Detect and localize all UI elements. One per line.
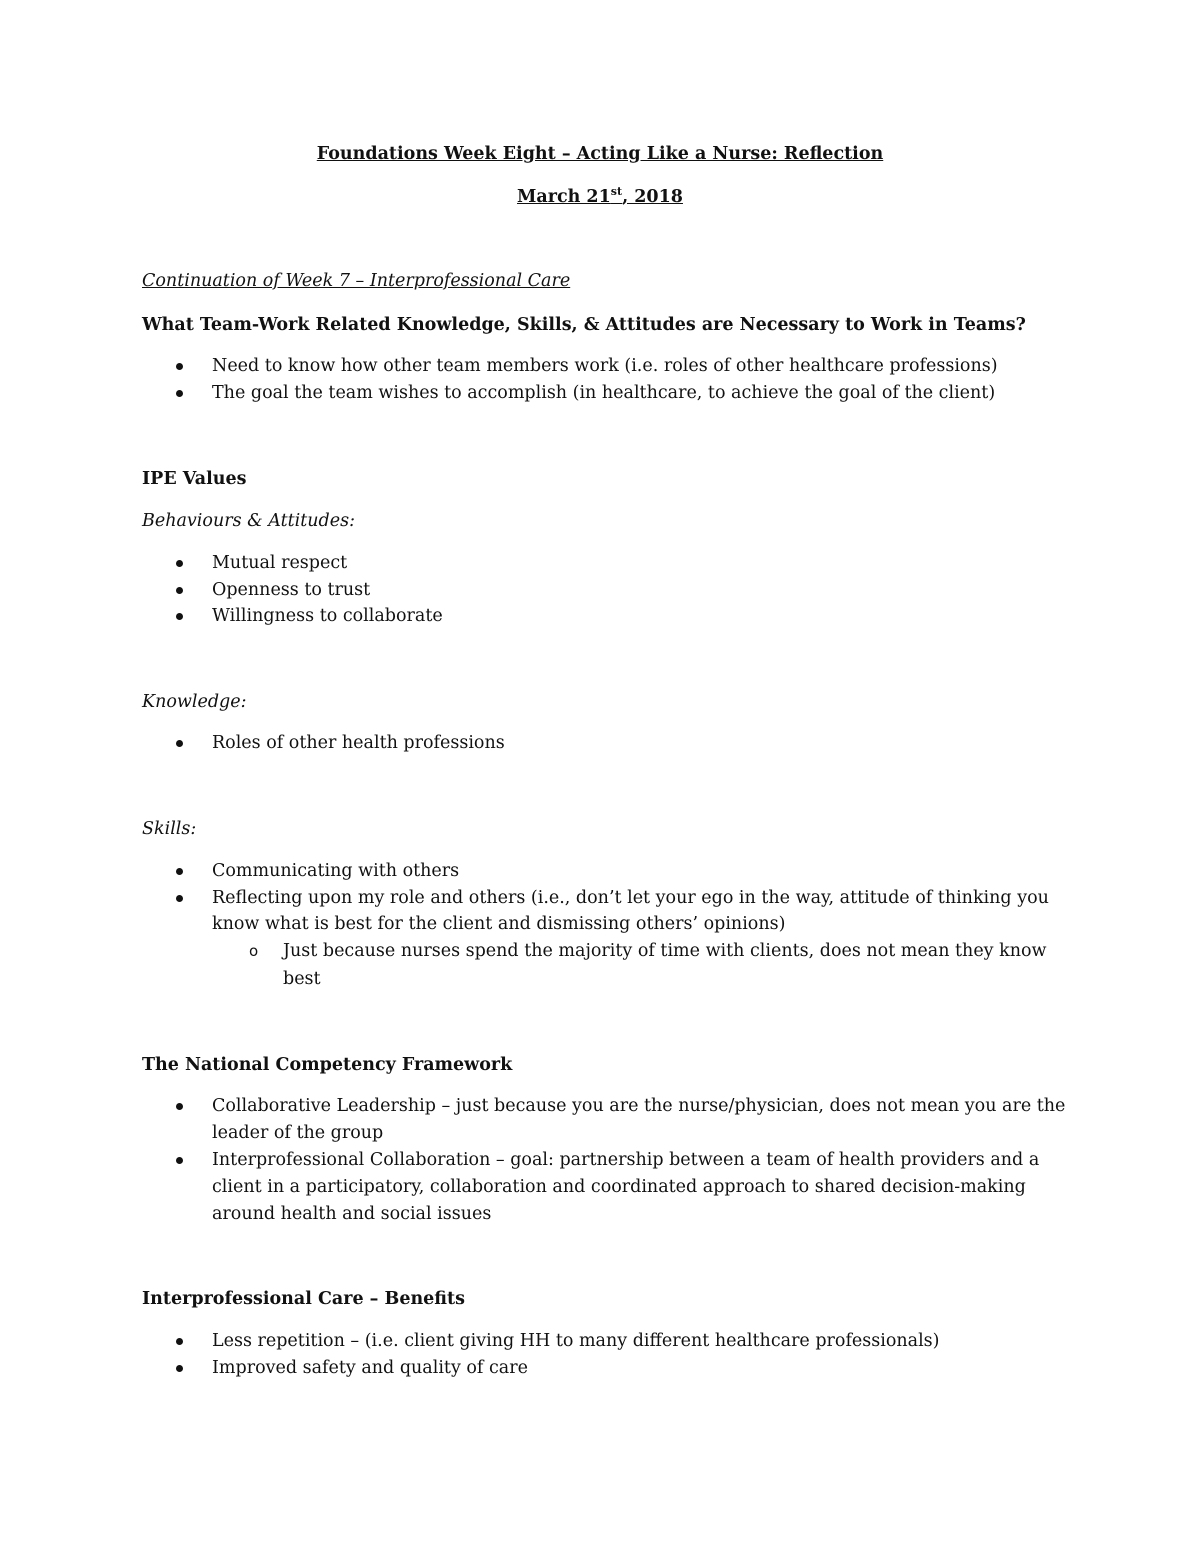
ipe-values-heading: IPE Values bbox=[142, 469, 247, 489]
list-item: Need to know how other team members work (i.e. roles of other healthcare professions) bbox=[212, 356, 998, 376]
list-item: Willingness to collaborate bbox=[212, 606, 443, 626]
list-item-continuation: around health and social issues bbox=[212, 1204, 492, 1224]
sub-list-item: Just because nurses spend the majority of time with clients, does not mean they know bbox=[283, 941, 1047, 961]
knowledge-label: Knowledge: bbox=[142, 692, 247, 712]
list-item: Interprofessional Collaboration – goal: partnership between a team of health providers and a bbox=[212, 1150, 1040, 1170]
list-item: Collaborative Leadership – just because you are the nurse/physician, does not mean you are the bbox=[212, 1096, 1066, 1116]
list-item: Reflecting upon my role and others (i.e., don’t let your ego in the way, attitude of thinking you bbox=[212, 888, 1049, 908]
list-item: Roles of other health professions bbox=[212, 733, 505, 753]
list-item-continuation: know what is best for the client and dismissing others’ opinions) bbox=[212, 914, 786, 934]
continuation-subtitle: Continuation of Week 7 – Interprofessional Care bbox=[142, 271, 571, 291]
bullet-icon bbox=[176, 363, 183, 370]
document-title: Foundations Week Eight – Acting Like a Nurse: Reflection bbox=[316, 144, 884, 164]
list-item: Openness to trust bbox=[212, 580, 371, 600]
list-item-continuation: leader of the group bbox=[212, 1123, 384, 1143]
ncf-heading: The National Competency Framework bbox=[142, 1055, 513, 1075]
sub-list-item-continuation: best bbox=[283, 969, 321, 989]
bullet-icon bbox=[176, 587, 183, 594]
benefits-heading: Interprofessional Care – Benefits bbox=[142, 1289, 465, 1309]
list-item: The goal the team wishes to accomplish (in healthcare, to achieve the goal of the client) bbox=[212, 383, 996, 403]
bullet-icon bbox=[176, 895, 183, 902]
document-date bbox=[0, 184, 1200, 211]
list-item-continuation: client in a participatory, collaboration and coordinated approach to shared decision-making bbox=[212, 1177, 1026, 1197]
sub-bullet-icon: o bbox=[249, 942, 259, 960]
list-item: Communicating with others bbox=[212, 861, 460, 881]
list-item: Less repetition – (i.e. client giving HH to many different healthcare professionals) bbox=[212, 1331, 940, 1351]
date-tail: , 2018 bbox=[622, 187, 683, 207]
skills-label: Skills: bbox=[142, 819, 197, 839]
bullet-icon bbox=[176, 1365, 183, 1372]
bullet-icon bbox=[176, 1157, 183, 1164]
bullet-icon bbox=[176, 868, 183, 875]
date-main: March 21 bbox=[517, 187, 611, 207]
list-item: Improved safety and quality of care bbox=[212, 1358, 528, 1378]
bullet-icon bbox=[176, 740, 183, 747]
bullet-icon bbox=[176, 1103, 183, 1110]
bullet-icon bbox=[176, 390, 183, 397]
date-superscript: st bbox=[610, 185, 623, 199]
bullet-icon bbox=[176, 560, 183, 567]
teamwork-heading: What Team-Work Related Knowledge, Skills, & Attitudes are Necessary to Work in Teams? bbox=[142, 315, 1026, 335]
bullet-icon bbox=[176, 613, 183, 620]
list-item: Mutual respect bbox=[212, 553, 348, 573]
bullet-icon bbox=[176, 1338, 183, 1345]
behaviours-label: Behaviours & Attitudes: bbox=[142, 511, 355, 531]
